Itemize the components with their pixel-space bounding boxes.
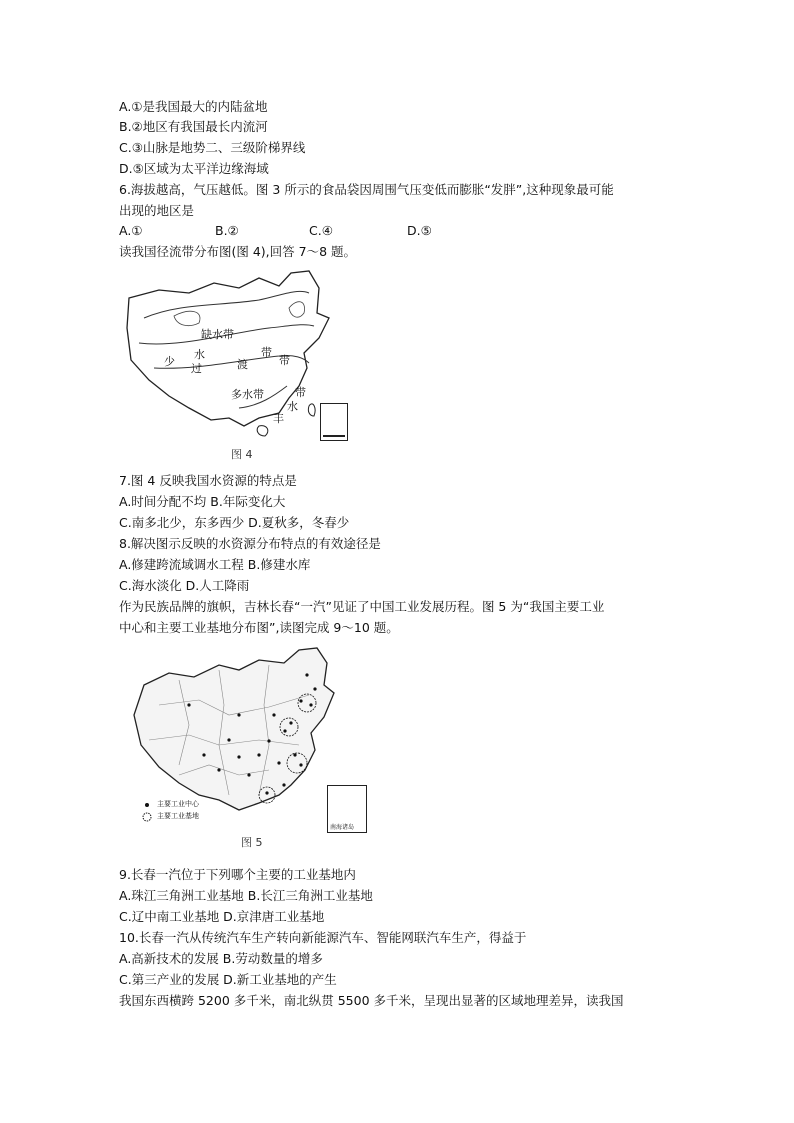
zone-label-scarce: 少 bbox=[164, 355, 175, 368]
q10-options-ab: A.高新技术的发展 B.劳动数量的增多 bbox=[119, 951, 323, 966]
q8-options-cd: C.海水淡化 D.人工降雨 bbox=[119, 578, 250, 593]
figure-5-industry-map bbox=[119, 645, 379, 835]
q9-options-cd: C.辽中南工业基地 D.京津唐工业基地 bbox=[119, 909, 325, 924]
inset-label: 南海诸岛 bbox=[330, 824, 355, 831]
q8-stem: 8.解决图示反映的水资源分布特点的有效途径是 bbox=[119, 536, 381, 551]
zone-label-belt-3: 带 bbox=[295, 386, 306, 399]
q5-option-c: C.③山脉是地势二、三级阶梯界线 bbox=[119, 140, 306, 155]
q7-options-cd: C.南多北少，东多西少 D.夏秋多，冬春少 bbox=[119, 515, 350, 530]
zone-label-water-deficit: 缺水带 bbox=[201, 328, 234, 341]
zone-label-abundant: 丰 bbox=[273, 412, 284, 425]
q6-option-b: B.② bbox=[215, 223, 239, 238]
intro-9-10-line1: 作为民族品牌的旗帜，吉林长春“一汽”见证了中国工业发展历程。图 5 为“我国主要工业 bbox=[119, 599, 605, 614]
south-china-sea-inset bbox=[327, 785, 367, 833]
q7-stem: 7.图 4 反映我国水资源的特点是 bbox=[119, 473, 297, 488]
q5-option-d: D.⑤区域为太平洋边缘海域 bbox=[119, 161, 269, 176]
q6-option-d: D.⑤ bbox=[407, 223, 432, 238]
south-china-sea-inset bbox=[320, 403, 348, 441]
q5-option-b: B.②地区有我国最长内流河 bbox=[119, 119, 268, 134]
q6-stem: 6.海拔越高，气压越低。图 3 所示的食品袋因周围气压变低而膨胀“发胖”,这种现象最可能 bbox=[119, 182, 614, 197]
zone-label-scarce-water: 水 bbox=[194, 348, 205, 361]
zone-label-belt-1: 带 bbox=[261, 346, 272, 359]
zone-label-abundant-water: 水 bbox=[287, 400, 298, 413]
intro-9-10-line2: 中心和主要工业基地分布图”,读图完成 9～10 题。 bbox=[119, 620, 399, 635]
zone-label-transition-2: 渡 bbox=[237, 358, 248, 371]
zone-label-water-rich: 多水带 bbox=[231, 388, 264, 401]
q6-option-a: A.① bbox=[119, 223, 143, 238]
figure-4-runoff-map bbox=[119, 268, 359, 448]
q6-options bbox=[119, 222, 432, 239]
q9-stem: 9.长春一汽位于下列哪个主要的工业基地内 bbox=[119, 867, 356, 882]
q10-stem: 10.长春一汽从传统汽车生产转向新能源汽车、智能网联汽车生产，得益于 bbox=[119, 930, 527, 945]
q7-options-ab: A.时间分配不均 B.年际变化大 bbox=[119, 494, 286, 509]
legend-industrial-base: 主要工业基地 bbox=[157, 812, 199, 820]
legend-industrial-center: 主要工业中心 bbox=[157, 800, 199, 808]
q8-options-ab: A.修建跨流域调水工程 B.修建水库 bbox=[119, 557, 311, 572]
zone-label-transition-1: 过 bbox=[191, 362, 202, 375]
figure-4-caption: 图 4 bbox=[231, 448, 253, 461]
figure-5-caption: 图 5 bbox=[241, 836, 263, 849]
q5-option-a: A.①是我国最大的内陆盆地 bbox=[119, 99, 268, 114]
closing-paragraph: 我国东西横跨 5200 多千米，南北纵贯 5500 多千米，呈现出显著的区域地理差异，读我国 bbox=[119, 993, 624, 1008]
q10-options-cd: C.第三产业的发展 D.新工业基地的产生 bbox=[119, 972, 337, 987]
q6-stem-cont: 出现的地区是 bbox=[119, 203, 195, 218]
q6-option-c: C.④ bbox=[309, 223, 333, 238]
intro-7-8: 读我国径流带分布图(图 4),回答 7～8 题。 bbox=[119, 244, 357, 259]
zone-label-belt-2: 带 bbox=[279, 354, 290, 367]
q9-options-ab: A.珠江三角洲工业基地 B.长江三角洲工业基地 bbox=[119, 888, 373, 903]
